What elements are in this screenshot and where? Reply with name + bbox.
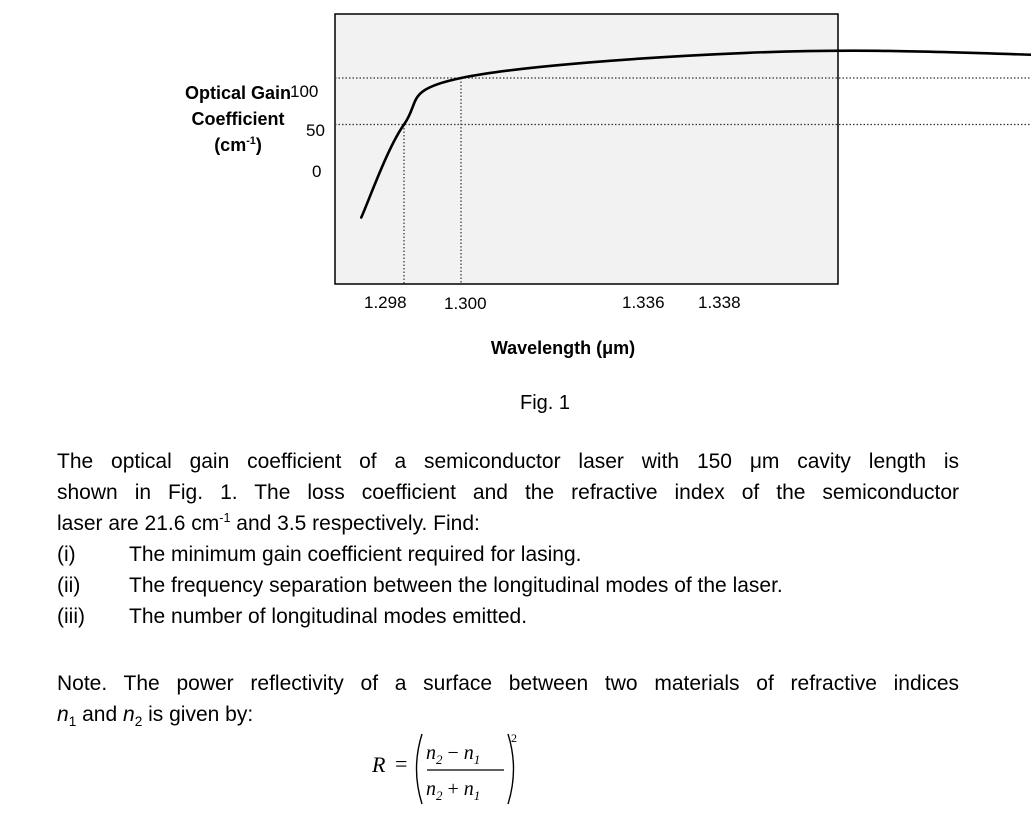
- y-axis-label-line2: Coefficient: [191, 109, 285, 129]
- y-axis-label-line1: Optical Gain: [184, 83, 292, 103]
- paragraph-line-1: The optical gain coefficient of a semiconductor laser with 150 μm cavity length is: [57, 450, 959, 473]
- formula-exponent: 2: [511, 731, 517, 745]
- y-axis-label-line3: $(cm^{-1})$: [214, 135, 262, 155]
- gain-chart: [0, 0, 1031, 330]
- question-item-3: [57, 601, 959, 632]
- formula-lhs: R: [372, 752, 386, 777]
- note: [57, 668, 959, 730]
- paragraph-line-2: shown in Fig. 1. The loss coefficient and the refractive index of the semiconductor: [57, 481, 959, 504]
- plot-area: [335, 14, 838, 284]
- question-item-2: [57, 570, 959, 601]
- x-tick-label-1336: 1.336: [622, 293, 665, 312]
- formula-numerator: $n_2 - n_1$: [426, 742, 481, 767]
- formula-denominator: $n_2 + n_1$: [426, 778, 481, 803]
- question-text: The frequency separation between the longitudinal modes of the laser.: [129, 574, 783, 597]
- question-number: (i): [57, 543, 76, 566]
- y-tick-label-50: 50: [306, 121, 325, 140]
- paragraph-line-3: laser are 21.6 $cm^{-1}$ and 3.5 respectively. Find:: [57, 511, 480, 535]
- question-text: The number of longitudinal modes emitted.: [129, 605, 528, 628]
- x-axis-label: Wavelength (μm): [490, 338, 636, 358]
- note-line-1: Note. The power reflectivity of a surface between two materials of refractive indices: [57, 672, 959, 695]
- x-tick-label-1338: 1.338: [698, 293, 741, 312]
- note-line-2: $n_1$ and $n_2$ is given by:: [57, 703, 254, 730]
- formula-equals: =: [395, 751, 408, 776]
- problem-statement: [57, 446, 959, 632]
- x-tick-label-1298: 1.298: [364, 293, 407, 312]
- question-item-1: [57, 539, 959, 570]
- figure-caption: Fig. 1: [519, 392, 571, 414]
- question-number: (ii): [57, 574, 81, 597]
- y-tick-label-100: 100: [290, 82, 319, 101]
- question-number: (iii): [57, 605, 85, 628]
- x-tick-label-1300: 1.300: [444, 294, 487, 313]
- y-tick-label-0: 0: [312, 162, 322, 181]
- question-text: The minimum gain coefficient required for lasing.: [129, 543, 582, 566]
